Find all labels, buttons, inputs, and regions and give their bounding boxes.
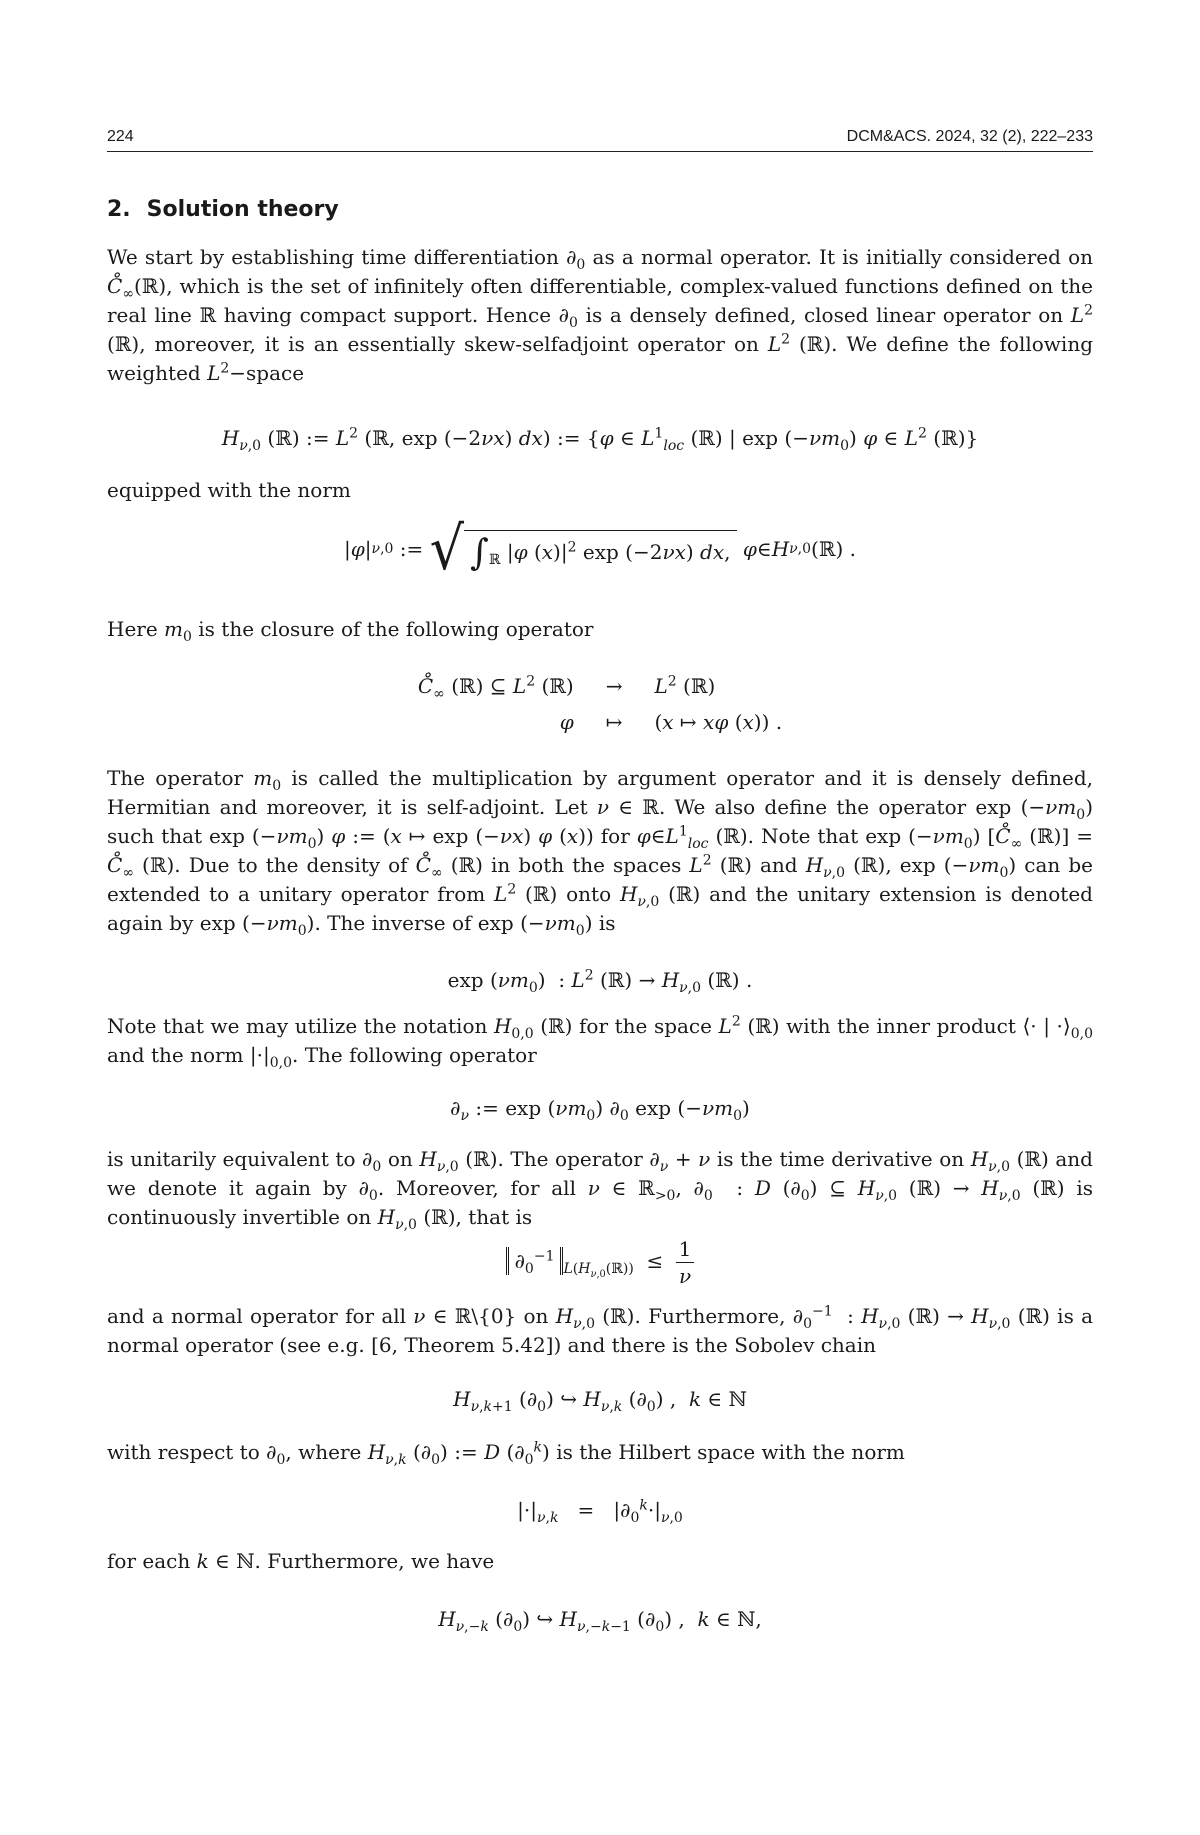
section-number: 2. [107,197,131,222]
paragraph-sobolev: and a normal operator for all ν ∈ ℝ\{0} on $H_{\nu,0}$ (ℝ). Furthermore, $\partial_0^{-1}$ : $H_{\nu,0}$ (ℝ) → $H_{\nu,0}$ (ℝ) is a normal operator (see e.g. [6, Theorem 5.42]) and there is the Sobolev chain [107,1303,1094,1357]
section-heading [107,197,339,222]
equation-inverse-bound: $\partial_0^{-1}_{L(H_{\nu,0}(ℝ))}$ ≤ $\frac{1}{\nu}$ [107,1236,1093,1289]
page-number: 224 [107,128,134,145]
paragraph-unitary: is unitarily equivalent to $\partial_0$ on $H_{\nu,0}$ (ℝ). The operator $\partial_\nu + \nu$ is the time derivative on $H_{\nu,0}$ (ℝ) and we denote it again by $\partial_0$. Moreover, for all ν ∈ ℝ$_{>0}$, $\partial_0$ : D $(\partial_0)$ ⊆ $H_{\nu,0}$ (ℝ) → $H_{\nu,0}$ (ℝ) is continuously invertible on $H_{\nu,0}$ (ℝ), that is [107,1147,1094,1233]
equation-norm: | φ | ν,0 := √ $\int_ℝ$ |φ $(x)|^2$ exp (−2νx) dx, φ ∈ H ν,0 (ℝ) . [344,513,856,584]
paragraph-notation: Note that we may utilize the notation $H_{0,0}$ (ℝ) for the space $L^2$ (ℝ) with the inner product ⟨· | $\cdot⟩_{0,0}$ and the norm $|\cdot|_{0,0}$. The following operator [107,1013,1093,1071]
equation-partial-nu: $\partial_\nu$ := $\exp (\nu m_0)$ $\partial_0$ $\exp (-\nu m_0)$ [450,1096,750,1124]
paragraph-hilbert: with respect to $\partial_0$, where $H_{\nu,k}$ $(\partial_0)$ := D $(\partial_0^k)$ is the Hilbert space with the norm [107,1439,905,1468]
paragraph-multiplication: The operator $m_0$ is called the multiplication by argument operator and it is densely defined, Hermitian and moreover, it is self-adjoint. Let ν ∈ ℝ. We also define the operator $\exp (-\nu m_0)$ such that $\exp (-\nu m_0)$ φ := (x ↦ exp (−νx) φ (x)) for $\varphi\in L^1_{loc}$ (ℝ). Note that $\exp (-\nu m_0)$ [$C̊_\infty$ (ℝ)] = $C̊_\infty$ (ℝ). Due to the density of $C̊_\infty$ (ℝ) in both the spaces $L^2$ (ℝ) and $H_{\nu,0}$ (ℝ), $\exp (-\nu m_0)$ can be extended to a unitary operator from $L^2$ (ℝ) onto $H_{\nu,0}$ (ℝ) and the unitary extension is denoted again by $\exp (-\nu m_0)$. The inverse of $\exp (-\nu m_0)$ is [107,766,1093,939]
running-header [107,128,1093,152]
journal-citation: DCM&ACS. 2024, 32 (2), 222–233 [846,128,1093,145]
equation-sobolev-chain: $H_{\nu,k+1}$ $(\partial_0)$ ↪ $H_{\nu,k}$ $(\partial_0)$ , k ∈ ℕ [453,1387,747,1415]
paragraph-furthermore: for each k ∈ ℕ. Furthermore, we have [107,1549,495,1573]
equation-inverse: $\exp (\nu m_0)$ : $L^2$ (ℝ) → $H_{\nu,0}$ (ℝ) . [447,967,753,996]
paragraph-norm-intro: equipped with the norm [107,478,351,502]
section-title: Solution theory [146,197,339,222]
equation-k-norm: $|\cdot|_{\nu,k} = |\partial_0^k\cdot|_{\nu,0}$ [517,1497,683,1526]
paragraph-closure: Here $m_0$ is the closure of the following operator [107,617,594,645]
equation-negative-chain: $H_{\nu,-k}$ $(\partial_0)$ ↪ $H_{\nu,-k-1}$ $(\partial_0)$ , k ∈ ℕ, [438,1607,762,1635]
equation-operator-mapping: $C̊_\infty$ (ℝ) ⊆ $L^2$ (ℝ) → $L^2$ (ℝ) φ ↦ (x ↦ xφ (x)) . [417,673,783,734]
equation-weighted-space: $H_{\nu,0}$ (ℝ) := $L^2$ (ℝ, exp (−2νx) dx) := {φ ∈ $L^1_{loc}$ (ℝ) | $\exp (-\nu m_0)$ φ ∈ $L^2$ (ℝ)} [221,425,979,454]
paragraph-intro: We start by establishing time differentiation $\partial_0$ as a normal operator. It is initially considered on $C̊_\infty(ℝ)$, which is the set of infinitely often differentiable, complex-valued functions defined on the real line ℝ having compact support. Hence $\partial_0$ is a densely defined, closed linear operator on $L^2$ (ℝ), moreover, it is an essentially skew-selfadjoint operator on $L^2$ (ℝ). We define the following weighted $L^2-space$ [107,245,1094,385]
